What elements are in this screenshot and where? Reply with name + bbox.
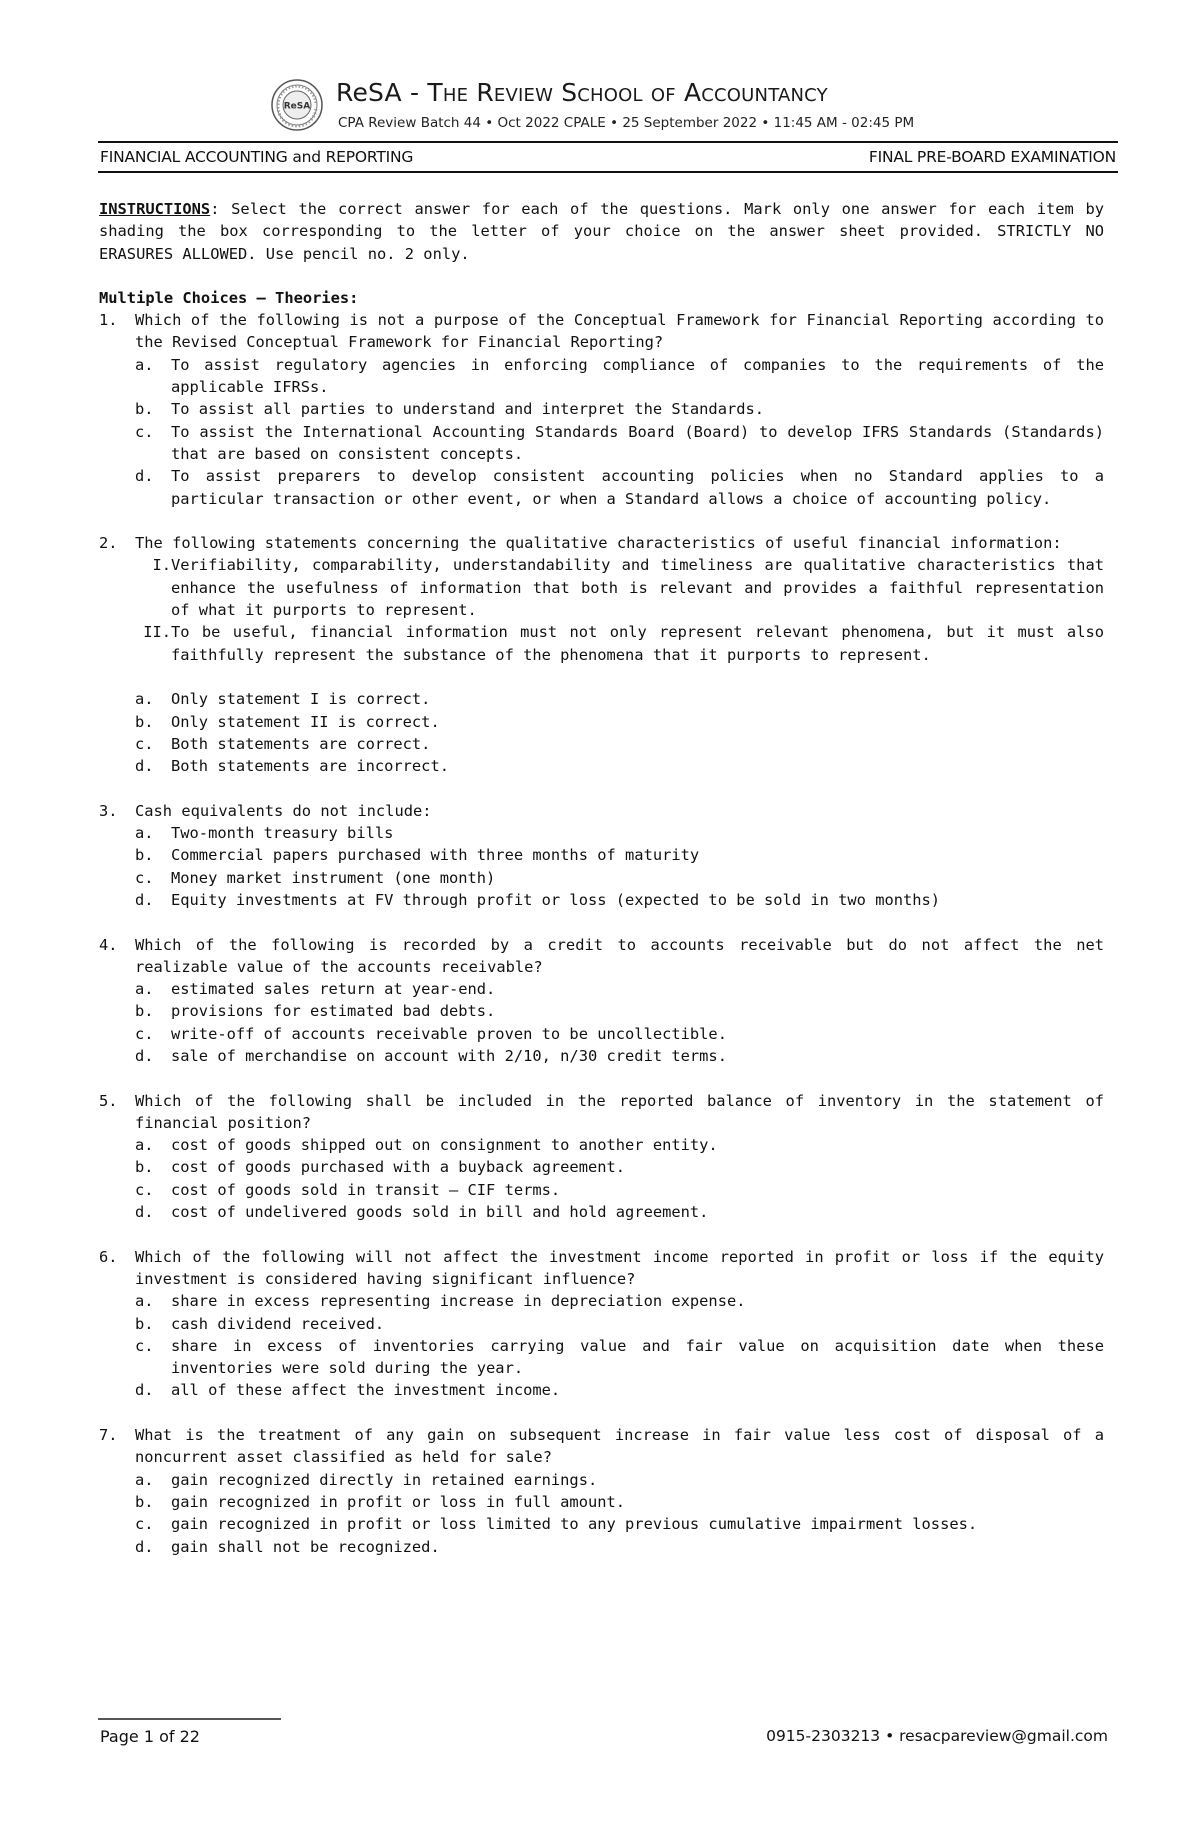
choice-b bbox=[135, 1156, 1104, 1178]
choice-letter: b. bbox=[135, 712, 154, 731]
choice-letter: c. bbox=[135, 1515, 154, 1534]
choice-text: To assist the International Accounting Standards Board (Board) to develop IFRS Standards (Standards) that are based on consistent concepts. bbox=[171, 422, 1104, 463]
choice-d bbox=[135, 1045, 1104, 1067]
choice-a bbox=[135, 1290, 1104, 1312]
choice-letter: b. bbox=[135, 1492, 154, 1511]
choice-b bbox=[135, 1000, 1104, 1022]
choice-text: gain recognized in profit or loss in full amount. bbox=[171, 1492, 626, 1511]
question-number: 5. bbox=[99, 1091, 118, 1110]
choice-text: all of these affect the investment income. bbox=[171, 1381, 561, 1400]
school-full-name: - The Review School of Accountancy bbox=[410, 78, 828, 107]
choice-text: Commercial papers purchased with three months of maturity bbox=[171, 846, 700, 865]
choice-b bbox=[135, 398, 1104, 420]
choice-letter: c. bbox=[135, 422, 154, 441]
choice-letter: c. bbox=[135, 868, 154, 887]
choice-c bbox=[135, 1513, 1104, 1535]
choice-text: gain recognized directly in retained earnings. bbox=[171, 1470, 598, 1489]
school-name bbox=[336, 78, 828, 107]
question-stem: Which of the following will not affect the investment income reported in profit or loss if the equity investment is considered having significant influence? bbox=[135, 1247, 1104, 1288]
choice-text: Money market instrument (one month) bbox=[171, 868, 496, 887]
choice-letter: d. bbox=[135, 467, 154, 486]
question-stem: What is the treatment of any gain on subsequent increase in fair value less cost of disposal of a noncurrent asset classified as held for sale? bbox=[135, 1426, 1104, 1467]
header-rule-top bbox=[98, 141, 1118, 143]
question-6 bbox=[99, 1246, 1104, 1402]
choice-letter: b. bbox=[135, 400, 154, 419]
choice-letter: c. bbox=[135, 1336, 154, 1355]
choice-c bbox=[135, 1335, 1104, 1380]
choice-letter: d. bbox=[135, 1203, 154, 1222]
choice-text: share in excess of inventories carrying value and fair value on acquisition date when these inventories were sold during the year. bbox=[171, 1336, 1104, 1378]
choice-d bbox=[135, 1379, 1104, 1401]
resa-seal-logo bbox=[270, 78, 324, 132]
choice-text: cost of undelivered goods sold in bill and hold agreement. bbox=[171, 1203, 709, 1222]
statement-text: To be useful, financial information must not only represent relevant phenomena, but it must also faithfully represent the substance of the phenomena that it purports to represent. bbox=[171, 623, 1104, 664]
choice-text: estimated sales return at year-end. bbox=[171, 980, 496, 999]
choice-a bbox=[135, 822, 1104, 844]
choice-b bbox=[135, 711, 1104, 733]
choice-d bbox=[135, 1536, 1104, 1558]
question-number: 7. bbox=[99, 1426, 118, 1445]
choice-letter: a. bbox=[135, 355, 154, 374]
choice-text: write-off of accounts receivable proven to be uncollectible. bbox=[171, 1024, 727, 1043]
choice-text: Only statement II is correct. bbox=[171, 712, 440, 731]
choice-d bbox=[135, 755, 1104, 777]
choice-text: cost of goods purchased with a buyback agreement. bbox=[171, 1158, 626, 1177]
choice-letter: b. bbox=[135, 1314, 154, 1333]
choice-text: Equity investments at FV through profit or loss (expected to be sold in two months) bbox=[171, 890, 941, 909]
question-stem: Cash equivalents do not include: bbox=[135, 801, 432, 820]
choice-text: Both statements are correct. bbox=[171, 734, 431, 753]
choice-text: provisions for estimated bad debts. bbox=[171, 1002, 496, 1021]
question-1 bbox=[99, 309, 1104, 510]
question-number: 4. bbox=[99, 935, 118, 954]
choice-letter: b. bbox=[135, 846, 154, 865]
question-number: 1. bbox=[99, 311, 118, 330]
choice-letter: d. bbox=[135, 1046, 154, 1065]
instructions bbox=[99, 198, 1104, 265]
statement-ii bbox=[135, 621, 1104, 666]
choice-letter: b. bbox=[135, 1002, 154, 1021]
exam-body bbox=[99, 198, 1104, 1580]
choice-c bbox=[135, 421, 1104, 466]
page-number: Page 1 of 22 bbox=[100, 1727, 200, 1746]
choice-letter: d. bbox=[135, 890, 154, 909]
choice-letter: c. bbox=[135, 734, 154, 753]
choice-a bbox=[135, 354, 1104, 399]
choice-letter: a. bbox=[135, 980, 154, 999]
logo-text: ReSA bbox=[283, 101, 311, 112]
choice-letter: a. bbox=[135, 1136, 154, 1155]
choice-a bbox=[135, 1469, 1104, 1491]
section-title: Multiple Choices – Theories: bbox=[99, 288, 359, 307]
choice-letter: d. bbox=[135, 1537, 154, 1556]
choice-text: sale of merchandise on account with 2/10, n/30 credit terms. bbox=[171, 1046, 727, 1065]
choice-c bbox=[135, 1179, 1104, 1201]
choice-text: Two-month treasury bills bbox=[171, 824, 394, 843]
question-5 bbox=[99, 1090, 1104, 1224]
choice-text: Both statements are incorrect. bbox=[171, 757, 449, 776]
choice-letter: a. bbox=[135, 690, 154, 709]
choice-d bbox=[135, 465, 1104, 510]
choice-text: To assist regulatory agencies in enforcing compliance of companies to the requirements of the applicable IFRSs. bbox=[171, 355, 1104, 397]
choice-a bbox=[135, 1134, 1104, 1156]
question-stem: Which of the following is not a purpose of the Conceptual Framework for Financial Reporting according to the Revised Conceptual Framework for Financial Reporting? bbox=[135, 311, 1104, 352]
choice-c bbox=[135, 1023, 1104, 1045]
choice-text: cost of goods sold in transit – CIF terms. bbox=[171, 1180, 561, 1199]
question-number: 2. bbox=[99, 534, 118, 553]
question-stem: Which of the following shall be included in the reported balance of inventory in the statement of financial position? bbox=[135, 1091, 1104, 1132]
choice-d bbox=[135, 1201, 1104, 1223]
choice-d bbox=[135, 889, 1104, 911]
contact-info: 0915-2303213 • resacpareview@gmail.com bbox=[766, 1727, 1108, 1745]
instructions-text: : Select the correct answer for each of the questions. Mark only one answer for each item by shading the box corresponding to the letter of your choice on the answer sheet provided. STRICTLY NO ERASURES ALLOWED. Use pencil no. 2 only. bbox=[99, 200, 1104, 263]
exam-schedule: CPA Review Batch 44 • Oct 2022 CPALE • 25 September 2022 • 11:45 AM - 02:45 PM bbox=[338, 115, 915, 131]
choice-text: gain recognized in profit or loss limited to any previous cumulative impairment losses. bbox=[171, 1515, 978, 1534]
choice-letter: b. bbox=[135, 1158, 154, 1177]
question-2 bbox=[99, 532, 1104, 777]
choice-text: gain shall not be recognized. bbox=[171, 1537, 440, 1556]
exam-title: FINAL PRE-BOARD EXAMINATION bbox=[868, 148, 1116, 166]
choice-text: Only statement I is correct. bbox=[171, 690, 431, 709]
choice-text: cost of goods shipped out on consignment to another entity. bbox=[171, 1136, 718, 1155]
header-rule-bottom bbox=[98, 171, 1118, 173]
choice-c bbox=[135, 867, 1104, 889]
choice-a bbox=[135, 978, 1104, 1000]
question-number: 3. bbox=[99, 801, 118, 820]
choice-b bbox=[135, 1313, 1104, 1335]
subject-title: FINANCIAL ACCOUNTING and REPORTING bbox=[100, 148, 414, 166]
question-number: 6. bbox=[99, 1247, 118, 1266]
statement-text: Verifiability, comparability, understandability and timeliness are qualitative characteristics that enhance the usefulness of information that both is relevant and provides a faithful representation of what it purports to represent. bbox=[171, 556, 1104, 620]
choice-letter: a. bbox=[135, 1470, 154, 1489]
question-7 bbox=[99, 1424, 1104, 1558]
question-stem: The following statements concerning the qualitative characteristics of useful financial information: bbox=[135, 534, 1062, 553]
choice-text: To assist preparers to develop consistent accounting policies when no Standard applies to a particular transaction or other event, or when a Standard allows a choice of accounting policy. bbox=[171, 467, 1104, 508]
school-brand: ReSA bbox=[336, 78, 402, 107]
question-3 bbox=[99, 800, 1104, 911]
choice-text: share in excess representing increase in depreciation expense. bbox=[171, 1292, 746, 1311]
choice-text: To assist all parties to understand and interpret the Standards. bbox=[171, 400, 765, 419]
choice-text: cash dividend received. bbox=[171, 1314, 385, 1333]
statement-numeral: I. bbox=[152, 556, 171, 575]
choice-letter: d. bbox=[135, 1381, 154, 1400]
question-stem: Which of the following is recorded by a credit to accounts receivable but do not affect the net realizable value of the accounts receivable? bbox=[135, 935, 1104, 976]
question-4 bbox=[99, 934, 1104, 1068]
footer-rule bbox=[98, 1718, 281, 1720]
choice-letter: c. bbox=[135, 1024, 154, 1043]
choice-letter: a. bbox=[135, 824, 154, 843]
statement-i bbox=[135, 554, 1104, 621]
choice-b bbox=[135, 1491, 1104, 1513]
spacer bbox=[135, 666, 1104, 688]
choice-b bbox=[135, 844, 1104, 866]
choice-letter: a. bbox=[135, 1292, 154, 1311]
choice-letter: c. bbox=[135, 1180, 154, 1199]
instructions-label: INSTRUCTIONS bbox=[99, 200, 211, 218]
statement-numeral: II. bbox=[143, 623, 171, 642]
choice-a bbox=[135, 688, 1104, 710]
choice-letter: d. bbox=[135, 757, 154, 776]
choice-c bbox=[135, 733, 1104, 755]
